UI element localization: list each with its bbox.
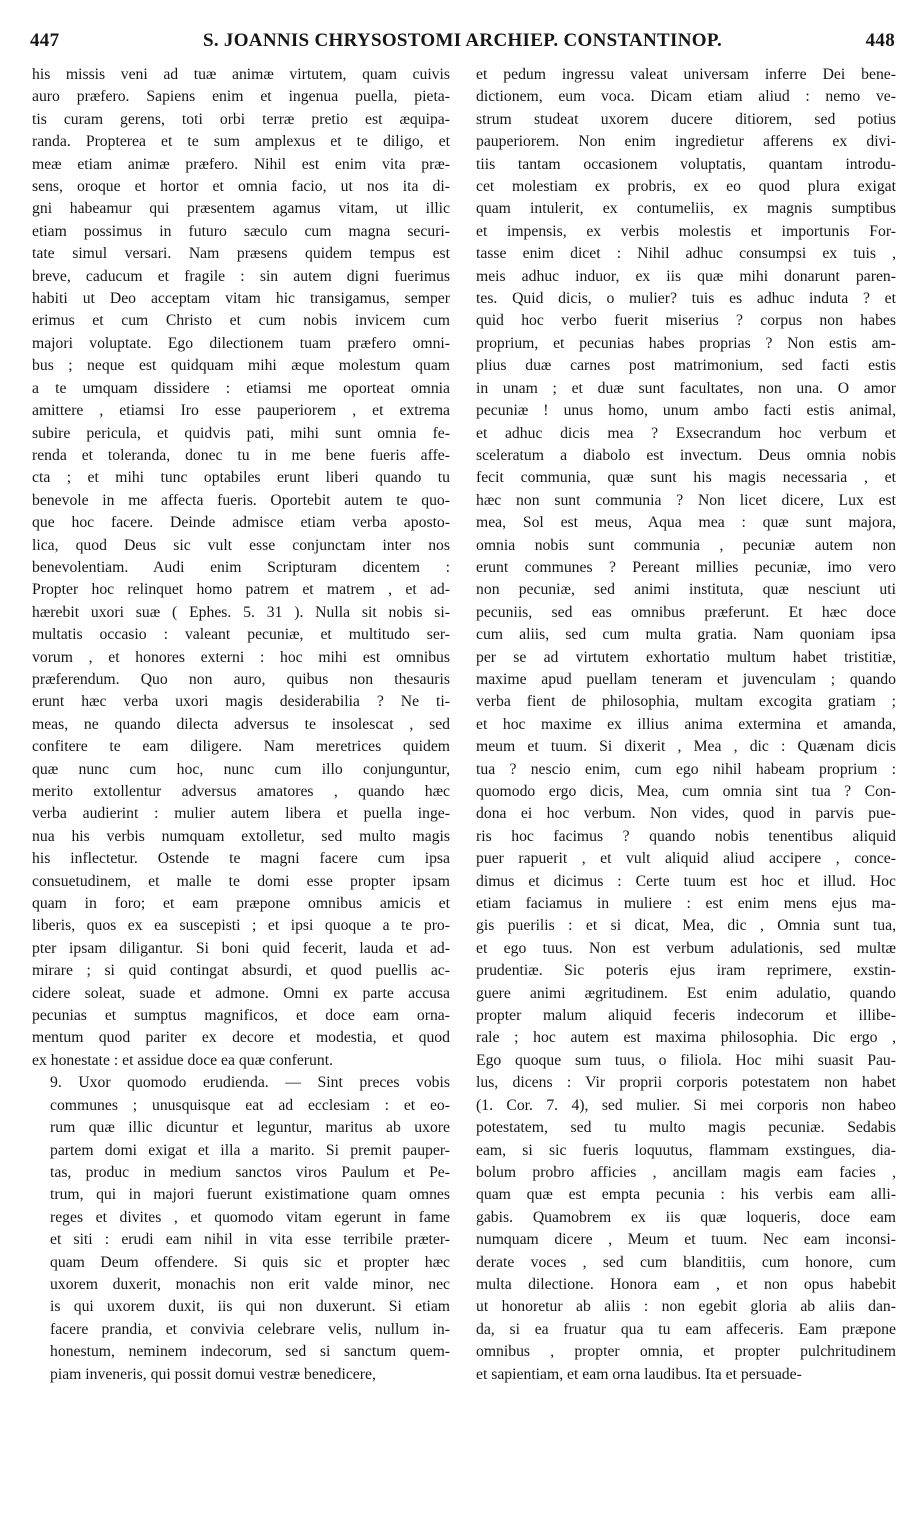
- text-line: mea, Sol est meus, Aqua mea : quæ sunt majora,: [476, 514, 896, 532]
- text-line: confitere te eam diligere. Nam meretrices quidem: [32, 738, 450, 756]
- text-line: hærebit uxori suæ ( Ephes. 5. 31 ). Nulla sit nobis si-: [32, 603, 450, 621]
- text-line: tate simul versari. Nam præsens quidem tempus est: [32, 245, 450, 263]
- text-line: quam intulerit, ex contumeliis, ex magnis sumptibus: [476, 200, 896, 218]
- text-line: cidere soleat, suade et admone. Omni ex parte accusa: [32, 984, 450, 1002]
- text-line: auro præfero. Sapiens enim et ingenua puella, pieta-: [32, 88, 450, 106]
- page-number-left: 447: [30, 30, 60, 51]
- text-line: cum aliis, sed cum multa gratia. Nam quoniam ipsa: [476, 626, 896, 644]
- text-line: numquam dicere , Meum et tuum. Nec eam inconsi-: [476, 1231, 896, 1249]
- text-line: lus, dicens : Vir proprii corporis potestatem non habet: [476, 1074, 896, 1092]
- text-line: maxime apud puellam teneram et juvenculam ; quando: [476, 670, 896, 688]
- text-line: propter malum aliquid feceris indecorum et illibe-: [476, 1007, 896, 1025]
- text-line: rale ; hoc autem est maxima philosophia. Dic ergo ,: [476, 1029, 896, 1047]
- text-line: rum quæ illic dicuntur et leguntur, maritus ab uxore: [50, 1119, 450, 1137]
- text-line: tis curam gerens, toti orbi terræ pretio est æquipa-: [32, 110, 450, 128]
- text-line: etiam possimus in futuro sæculo cum magna securi-: [32, 222, 450, 240]
- text-line: sens, oroque et hortor et omnia facio, ut nos ita di-: [32, 178, 450, 196]
- text-line: facere prandia, et convivia celebrare velis, nullum in-: [50, 1320, 450, 1338]
- text-line: meis adhuc induor, ex iis quæ mihi donarunt paren-: [476, 267, 896, 285]
- text-line: verba fient de philosophia, multam excogita gratiam ;: [476, 693, 896, 711]
- text-line: et sapientiam, et eam orna laudibus. Ita et persuade-: [476, 1365, 802, 1383]
- text-line: breve, caducum et fragile : sin autem digni fuerimus: [32, 267, 450, 285]
- text-line: renda et toleranda, donec tu in me bene fueris affe-: [32, 446, 450, 464]
- text-line: bus ; neque est quidquam mihi æque molestum quam: [32, 357, 450, 375]
- text-line: reges et divites , et quomodo vitam egerunt in fame: [50, 1208, 450, 1226]
- text-line: proprium, et pecunias habes proprias ? Non estis am-: [476, 334, 896, 352]
- text-line: fecit communia, quæ sunt his magis necessaria , et: [476, 469, 896, 487]
- text-line: mirare ; si quid contingat absurdi, et quod puellis ac-: [32, 962, 450, 980]
- text-line: merito extollentur adversus amatores , quando hæc: [32, 783, 450, 800]
- text-line: ut honoretur ab aliis : non egebit gloria ab aliis dan-: [476, 1298, 896, 1316]
- text-line: per se ad virtutem exhortatio multum habet tristitiæ,: [476, 648, 896, 666]
- text-line: que hoc facere. Deinde admisce etiam verba aposto-: [32, 514, 450, 532]
- text-line: erimus et cum Christo et cum nobis invicem cum: [32, 312, 450, 330]
- text-line: meas, ne quando dilecta adversus te insolescat , sed: [32, 715, 450, 733]
- text-line: gni habeamur qui præsentem agamus vitam, ut illic: [32, 200, 450, 218]
- text-line: verba audierint : mulier autem libera et puella inge-: [32, 805, 450, 823]
- text-line: hæc non sunt communia ? Non licet dicere, Lux est: [476, 491, 896, 509]
- text-line: partem domi exigat et illa a marito. Si premit pauper-: [50, 1141, 450, 1159]
- text-line: vorum , et honores externi : hoc mihi est omnibus: [32, 648, 450, 666]
- text-line: et siti : erudi eam nihil in vita esse terribile præter-: [50, 1231, 450, 1249]
- text-line: quam in foro; et eam præpone omnibus amicis et: [32, 895, 450, 913]
- text-line: et impensis, ex verbis molestis et importunis For-: [476, 222, 896, 240]
- text-line: pecuniæ ! unus homo, unum ambo facti estis animal,: [476, 402, 896, 420]
- text-line: nua his verbis numquam extolletur, sed multo magis: [32, 827, 450, 845]
- text-line: Ego quoque sum tuus, o filiola. Hoc mihi suasit Pau-: [476, 1051, 896, 1069]
- text-line: meæ etiam animæ præfero. Nihil est enim vita præ-: [32, 155, 450, 173]
- text-line: his inflectetur. Ostende te magni facere cum ipsa: [32, 850, 450, 868]
- text-line: tua ? nescio enim, cum ego nihil habeam proprium :: [476, 760, 896, 778]
- text-line: dimus et dicimus : Certe tuum est hoc et illud. Hoc: [476, 872, 896, 890]
- text-line: ex honestate : et assidue doce ea quæ conferunt.: [32, 1051, 334, 1069]
- text-line: ris hoc facimus ? quando nobis tenentibus aliquid: [476, 827, 896, 845]
- text-line: gis puerilis : et si dicat, Mea, dic , Omnia sunt tua,: [476, 917, 896, 935]
- text-line: quid hoc verbo fuerit miserius ? corpus non habes: [476, 312, 896, 330]
- text-line: his missis veni ad tuæ animæ virtutem, quam cuivis: [32, 66, 450, 83]
- text-line: amittere , etiamsi Iro esse pauperiorem , et extrema: [32, 402, 450, 420]
- text-line: randa. Propterea et te sum amplexus et te diligo, et: [32, 133, 450, 151]
- text-line: dictionem, eum voca. Dicam etiam aliud : nemo ve-: [476, 88, 896, 106]
- text-line: subire pericula, et quidvis pati, mihi sunt omnia fe-: [32, 424, 450, 442]
- text-line: is qui uxorem duxit, iis qui non duxerunt. Si etiam: [50, 1298, 450, 1316]
- text-line: sceleratum a diabolo est invectum. Deus omnia nobis: [476, 446, 896, 464]
- text-line: (1. Cor. 7. 4), sed mulier. Si mei corporis non habeo: [476, 1096, 896, 1114]
- text-line: prudentiæ. Sic poteris ejus iram reprimere, exstin-: [476, 962, 896, 980]
- text-line: omnibus , propter omnia, et propter pulchritudinem: [476, 1343, 896, 1361]
- text-line: quam quæ est empta pecunia : his verbis eam alli-: [476, 1186, 896, 1204]
- text-line: et hoc maxime ex illius anima extermina et amanda,: [476, 715, 896, 733]
- text-line: puer rapuerit , et vult aliquid aliud accipere , conce-: [476, 850, 896, 868]
- text-line: consuetudinem, et malle te domi esse propter ipsam: [32, 872, 450, 890]
- text-line: lica, quod Deus sic vult esse conjunctam inter nos: [32, 536, 450, 554]
- text-line: trum, qui in majori fuerunt existimatione quam omnes: [50, 1186, 450, 1204]
- text-line: liberis, quos ex ea suscepisti ; et ipsi quoque a te pro-: [32, 917, 450, 935]
- text-line: omnia nobis sunt communia , pecuniæ autem non: [476, 536, 896, 554]
- text-line: præferendum. Quo non auro, quibus non thesauris: [32, 670, 450, 688]
- text-line: 9. Uxor quomodo erudienda. — Sint preces vobis: [50, 1074, 450, 1092]
- page-number-right: 448: [865, 30, 895, 51]
- text-line: bolum probro afficies , ancillam magis eam facies ,: [476, 1163, 896, 1181]
- text-line: plius duæ carnes post matrimonium, sed facti estis: [476, 357, 896, 375]
- text-line: derate voces , sed cum blanditiis, cum honore, cum: [476, 1253, 896, 1271]
- text-line: tiis tantam occasionem voluptatis, quantam introdu-: [476, 155, 896, 173]
- text-line: communes ; unusquisque eat ad ecclesiam : et eo-: [50, 1096, 450, 1114]
- paragraph: [32, 64, 450, 1072]
- text-line: erunt hæc verba uxori magis desiderabilia ? Ne ti-: [32, 693, 450, 711]
- paragraph: [32, 1072, 450, 1386]
- text-line: multa dilectione. Honora eam , et non opus habebit: [476, 1275, 896, 1293]
- text-line: cet molestiam ex probris, ex eo quod plura exigat: [476, 178, 896, 196]
- text-line: uxorem duxerit, monachis non erit valde minor, nec: [50, 1275, 450, 1293]
- text-line: et ego tuus. Non est verbum adulationis, sed multæ: [476, 939, 896, 957]
- text-line: in unam ; et duæ sunt facultates, non una. O amor: [476, 379, 896, 397]
- text-line: da, si ea fruatur qua tu eam affeceris. Eam præpone: [476, 1320, 896, 1338]
- text-line: pauperiorem. Non enim ingredietur afferens ex divi-: [476, 133, 896, 151]
- text-line: benevolentiam. Audi enim Scripturam dicentem :: [32, 558, 450, 576]
- text-line: honestum, neminem indecorum, sed si sanctum quem-: [50, 1343, 450, 1361]
- text-line: Propter hoc relinquet homo patrem et matrem , et ad-: [32, 581, 450, 599]
- text-line: et adhuc dicis mea ? Exsecrandum hoc verbum et: [476, 424, 896, 442]
- text-line: habiti ut Deo acceptam vitam hic transigamus, semper: [32, 290, 450, 308]
- running-title: S. JOANNIS CHRYSOSTOMI ARCHIEP. CONSTANTINOP.: [202, 30, 723, 51]
- text-line: etiam faciamus in muliere : est enim mens ejus ma-: [476, 895, 896, 913]
- text-line: quæ nunc cum hoc, nunc cum illo conjunguntur,: [32, 760, 450, 778]
- text-line: majori voluptate. Ego dilectionem tuam præfero omni-: [32, 334, 450, 352]
- text-line: guere animi ægritudinem. Est enim adulatio, quando: [476, 984, 896, 1002]
- text-line: piam inveneris, qui possit domui vestræ benedicere,: [50, 1365, 376, 1383]
- text-line: dona ei hoc verbum. Non vides, quod in parvis pue-: [476, 805, 896, 823]
- text-line: potestatem, sed tu multo magis pecuniæ. Sedabis: [476, 1119, 896, 1137]
- text-line: quomodo ergo dicis, Mea, cum omnia sint tua ? Con-: [476, 783, 896, 800]
- left-column: [32, 64, 450, 1386]
- text-line: mentum quod pariter ex decore et modestia, et quod: [32, 1029, 450, 1047]
- text-line: cta ; et mihi tunc optabiles erunt liberi quando tu: [32, 469, 450, 487]
- text-line: eam, si sic fueris loquutus, flammam exstingues, dia-: [476, 1141, 896, 1159]
- text-line: erunt communes ? Pereant millies pecuniæ, imo vero: [476, 558, 896, 576]
- text-line: benevole in me affecta fueris. Oportebit autem te quo-: [32, 491, 450, 509]
- text-line: gabis. Quamobrem ex iis quæ loqueris, doce eam: [476, 1208, 896, 1226]
- text-line: non pecuniæ, sed animi instituta, quæ nesciunt uti: [476, 581, 896, 599]
- text-line: strum studeat uxorem ducere ditiorem, sed potius: [476, 110, 896, 128]
- paragraph: [476, 64, 896, 1386]
- text-line: meum et tuum. Si dixerit , Mea , dic : Quænam dicis: [476, 738, 896, 756]
- text-line: et pedum ingressu valeat universam inferre Dei bene-: [476, 66, 896, 83]
- text-line: tes. Quid dicis, o mulier? tuis es adhuc induta ? et: [476, 290, 896, 308]
- text-line: multatis occasio : valeant pecuniæ, et multitudo ser-: [32, 626, 450, 644]
- text-line: quam Deum offendere. Si quis sic et propter hæc: [50, 1253, 450, 1271]
- text-line: a te umquam dissidere : etiamsi me oporteat omnia: [32, 379, 450, 397]
- running-header: [30, 30, 895, 62]
- text-line: pecunias et sumptus magnificos, et doce eam orna-: [32, 1007, 450, 1025]
- right-column: [476, 64, 896, 1386]
- text-line: tas, produc in medium sanctos viros Paulum et Pe-: [50, 1163, 450, 1181]
- text-line: pter ipsam diligantur. Si boni quid fecerit, lauda et ad-: [32, 939, 450, 957]
- text-line: tasse enim dicet : Nihil adhuc consumpsi ex tuis ,: [476, 245, 896, 263]
- text-line: pecuniis, sed eas omnibus præferunt. Et hæc doce: [476, 603, 896, 621]
